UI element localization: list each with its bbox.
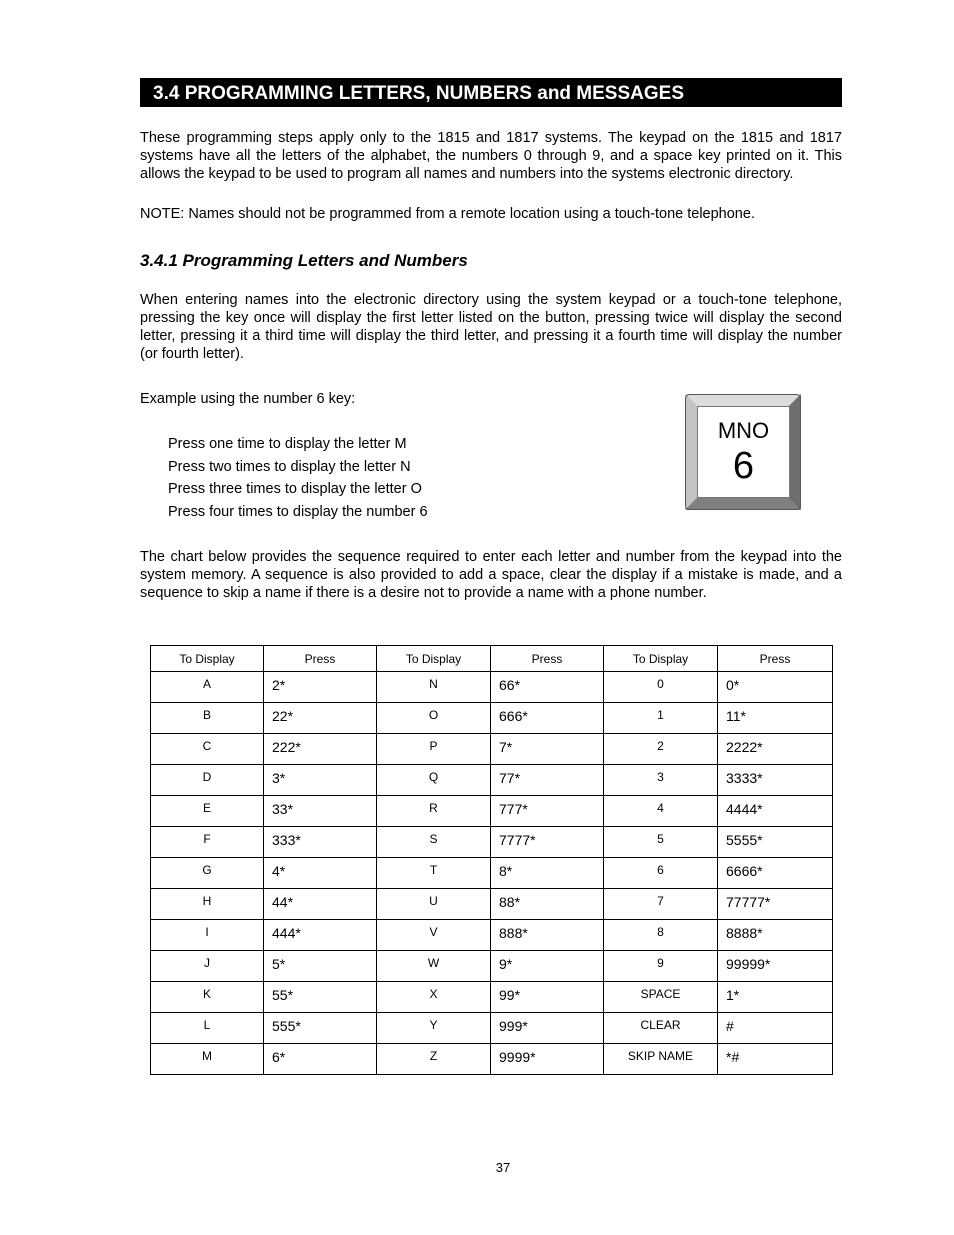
press-cell: 5555* xyxy=(718,827,833,858)
column-header: To Display xyxy=(151,646,264,672)
display-cell: N xyxy=(377,672,491,703)
press-cell: 666* xyxy=(491,703,604,734)
press-cell: 6* xyxy=(264,1044,377,1075)
subsection-heading: 3.4.1 Programming Letters and Numbers xyxy=(140,251,468,270)
column-header: Press xyxy=(718,646,833,672)
press-cell: 2* xyxy=(264,672,377,703)
press-cell: 888* xyxy=(491,920,604,951)
display-cell: I xyxy=(151,920,264,951)
press-cell: 8* xyxy=(491,858,604,889)
press-cell: 7* xyxy=(491,734,604,765)
press-cell: 44* xyxy=(264,889,377,920)
press-cell: 8888* xyxy=(718,920,833,951)
press-cell: 6666* xyxy=(718,858,833,889)
display-cell: F xyxy=(151,827,264,858)
display-cell: R xyxy=(377,796,491,827)
key-letters: MNO xyxy=(717,418,770,443)
display-cell: O xyxy=(377,703,491,734)
display-cell: H xyxy=(151,889,264,920)
table-row xyxy=(151,703,833,734)
press-cell: 55* xyxy=(264,982,377,1013)
display-cell: 2 xyxy=(604,734,718,765)
press-cell: 444* xyxy=(264,920,377,951)
press-cell: 3* xyxy=(264,765,377,796)
press-cell: 11* xyxy=(718,703,833,734)
display-cell: K xyxy=(151,982,264,1013)
display-cell: B xyxy=(151,703,264,734)
press-cell: # xyxy=(718,1013,833,1044)
press-cell: 77777* xyxy=(718,889,833,920)
display-cell: 0 xyxy=(604,672,718,703)
press-cell: 2222* xyxy=(718,734,833,765)
page-number: 37 xyxy=(495,1160,511,1175)
press-cell: 3333* xyxy=(718,765,833,796)
press-cell: 33* xyxy=(264,796,377,827)
display-cell: J xyxy=(151,951,264,982)
display-cell: E xyxy=(151,796,264,827)
example-label: Example using the number 6 key: xyxy=(140,391,356,407)
table-row xyxy=(151,827,833,858)
press-cell: 99999* xyxy=(718,951,833,982)
example-step: Press two times to display the letter N xyxy=(168,459,411,475)
press-cell: 77* xyxy=(491,765,604,796)
press-cell: 99* xyxy=(491,982,604,1013)
example-step: Press three times to display the letter O xyxy=(168,481,422,497)
display-cell: W xyxy=(377,951,491,982)
display-cell: L xyxy=(151,1013,264,1044)
table-row xyxy=(151,982,833,1013)
table-row xyxy=(151,672,833,703)
press-cell: 9999* xyxy=(491,1044,604,1075)
display-cell: D xyxy=(151,765,264,796)
display-cell: X xyxy=(377,982,491,1013)
key-face xyxy=(697,406,790,498)
display-cell: Z xyxy=(377,1044,491,1075)
press-cell: 999* xyxy=(491,1013,604,1044)
display-cell: SKIP NAME xyxy=(604,1044,718,1075)
subsection-paragraph: When entering names into the electronic directory using the system keypad or a touch-tone telephone, pressing the key once will display the first letter listed on the button, pressing twice will display the second letter, pressing it a third time will display the third letter, and pressing it a fourth time will display the number (or fourth letter). xyxy=(140,292,842,362)
press-cell: 9* xyxy=(491,951,604,982)
press-cell: *# xyxy=(718,1044,833,1075)
table-body xyxy=(151,672,833,1075)
display-cell: S xyxy=(377,827,491,858)
display-cell: T xyxy=(377,858,491,889)
press-cell: 66* xyxy=(491,672,604,703)
display-cell: M xyxy=(151,1044,264,1075)
display-cell: P xyxy=(377,734,491,765)
display-cell: SPACE xyxy=(604,982,718,1013)
table-row xyxy=(151,858,833,889)
display-cell: U xyxy=(377,889,491,920)
display-cell: G xyxy=(151,858,264,889)
press-cell: 777* xyxy=(491,796,604,827)
display-cell: 3 xyxy=(604,765,718,796)
table-row xyxy=(151,951,833,982)
section-heading: 3.4 PROGRAMMING LETTERS, NUMBERS and MESSAGES xyxy=(140,78,842,107)
display-cell: 1 xyxy=(604,703,718,734)
intro-note: NOTE: Names should not be programmed from a remote location using a touch-tone telephone. xyxy=(140,206,755,222)
table-row xyxy=(151,734,833,765)
keypad-sequence-table xyxy=(150,645,833,1075)
press-cell: 5* xyxy=(264,951,377,982)
display-cell: CLEAR xyxy=(604,1013,718,1044)
chart-intro-paragraph: The chart below provides the sequence required to enter each letter and number from the keypad into the system memory. A sequence is also provided to add a space, clear the display if a mistake is made, and a sequence to skip a name if there is a desire not to provide a name with a phone number. xyxy=(140,549,842,601)
display-cell: A xyxy=(151,672,264,703)
display-cell: 9 xyxy=(604,951,718,982)
press-cell: 88* xyxy=(491,889,604,920)
table-row xyxy=(151,796,833,827)
press-cell: 555* xyxy=(264,1013,377,1044)
display-cell: 4 xyxy=(604,796,718,827)
keypad-key-illustration xyxy=(685,394,801,510)
display-cell: Q xyxy=(377,765,491,796)
display-cell: Y xyxy=(377,1013,491,1044)
example-step: Press four times to display the number 6 xyxy=(168,504,428,520)
press-cell: 0* xyxy=(718,672,833,703)
press-cell: 4* xyxy=(264,858,377,889)
column-header: Press xyxy=(491,646,604,672)
display-cell: 8 xyxy=(604,920,718,951)
example-step: Press one time to display the letter M xyxy=(168,436,407,452)
press-cell: 7777* xyxy=(491,827,604,858)
intro-paragraph: These programming steps apply only to the 1815 and 1817 systems. The keypad on the 1815 and 1817 systems have all the letters of the alphabet, the numbers 0 through 9, and a space key printed on it. This allows the keypad to be used to program all names and numbers into the systems electronic directory. xyxy=(140,130,842,182)
column-header: To Display xyxy=(604,646,718,672)
table-row xyxy=(151,1013,833,1044)
key-digit: 6 xyxy=(732,445,755,487)
display-cell: 6 xyxy=(604,858,718,889)
column-header: Press xyxy=(264,646,377,672)
table-row xyxy=(151,1044,833,1075)
table-row xyxy=(151,889,833,920)
column-header: To Display xyxy=(377,646,491,672)
table-row xyxy=(151,920,833,951)
press-cell: 4444* xyxy=(718,796,833,827)
press-cell: 222* xyxy=(264,734,377,765)
table-row xyxy=(151,765,833,796)
press-cell: 22* xyxy=(264,703,377,734)
display-cell: 7 xyxy=(604,889,718,920)
press-cell: 333* xyxy=(264,827,377,858)
display-cell: V xyxy=(377,920,491,951)
press-cell: 1* xyxy=(718,982,833,1013)
table-header-row xyxy=(151,646,833,672)
display-cell: 5 xyxy=(604,827,718,858)
display-cell: C xyxy=(151,734,264,765)
